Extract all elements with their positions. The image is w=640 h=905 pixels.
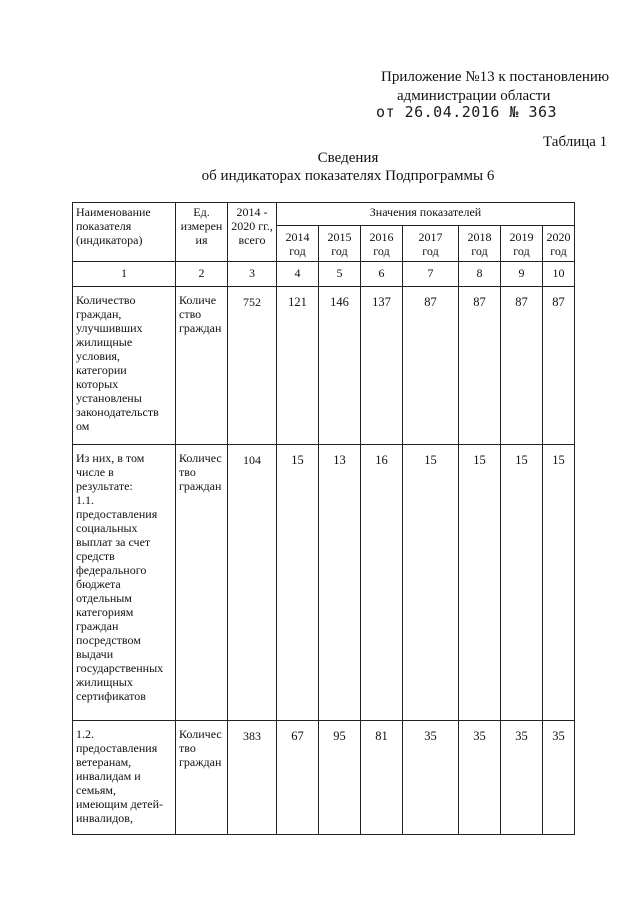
indicator-value: 121	[277, 287, 319, 445]
indicator-value: 13	[319, 445, 361, 721]
indicator-total: 383	[228, 721, 277, 835]
table-header-row	[73, 203, 575, 226]
document-title: Сведения	[317, 150, 379, 166]
indicator-value: 67	[277, 721, 319, 835]
indicator-value: 15	[501, 445, 543, 721]
header-values-group: Значения показателей	[277, 203, 575, 226]
indicator-value: 15	[543, 445, 575, 721]
table-row	[73, 445, 575, 721]
indicator-unit: Количес тво граждан	[176, 721, 228, 835]
indicator-value: 87	[403, 287, 459, 445]
indicator-value: 35	[543, 721, 575, 835]
indicator-value: 87	[543, 287, 575, 445]
indicator-value: 87	[459, 287, 501, 445]
table-label: Таблица 1	[543, 134, 608, 150]
indicator-value: 15	[403, 445, 459, 721]
column-number: 2	[176, 262, 228, 287]
column-number: 7	[403, 262, 459, 287]
indicator-value: 35	[403, 721, 459, 835]
indicator-value: 15	[459, 445, 501, 721]
indicator-total: 104	[228, 445, 277, 721]
appendix-line-1: Приложение №13 к постановлению	[381, 69, 610, 85]
table-row	[73, 287, 575, 445]
indicator-value: 87	[501, 287, 543, 445]
indicator-name: Из них, в том числе в результате: 1.1. предоставления социальных выплат за счет средств федерального бюджета отдельным категориям граждан посредством выдачи государственных жилищных сертификатов	[73, 445, 176, 721]
indicator-value: 35	[501, 721, 543, 835]
indicator-unit: Количес тво граждан	[176, 445, 228, 721]
header-year: 2020 год	[543, 226, 575, 262]
indicator-value: 15	[277, 445, 319, 721]
indicator-value: 81	[361, 721, 403, 835]
column-number: 10	[543, 262, 575, 287]
indicators-table	[72, 202, 575, 835]
header-indicator-name: Наименование показателя (индикатора)	[73, 203, 176, 262]
column-number: 4	[277, 262, 319, 287]
column-number: 9	[501, 262, 543, 287]
indicator-value: 35	[459, 721, 501, 835]
header-year: 2017 год	[403, 226, 459, 262]
column-number: 1	[73, 262, 176, 287]
header-year: 2014 год	[277, 226, 319, 262]
column-number: 5	[319, 262, 361, 287]
indicator-name: 1.2. предоставления ветеранам, инвалидам и семьям, имеющим детей- инвалидов,	[73, 721, 176, 835]
indicator-value: 146	[319, 287, 361, 445]
indicator-value: 95	[319, 721, 361, 835]
table-row	[73, 721, 575, 835]
indicator-value: 16	[361, 445, 403, 721]
header-year: 2016 год	[361, 226, 403, 262]
column-number: 6	[361, 262, 403, 287]
header-year: 2018 год	[459, 226, 501, 262]
header-year: 2015 год	[319, 226, 361, 262]
indicator-name: Количество граждан, улучшивших жилищные условия, категории которых установлены законодательств ом	[73, 287, 176, 445]
indicator-total: 752	[228, 287, 277, 445]
appendix-line-2: администрации области	[397, 88, 551, 104]
header-year: 2019 год	[501, 226, 543, 262]
column-number: 8	[459, 262, 501, 287]
header-total: 2014 - 2020 гг., всего	[228, 203, 277, 262]
document-subtitle: об индикаторах показателях Подпрограммы 6	[201, 168, 495, 184]
decree-stamp: от 26.04.2016 № 363	[376, 103, 558, 121]
indicator-value: 137	[361, 287, 403, 445]
header-unit: Ед. измерен ия	[176, 203, 228, 262]
indicator-unit: Количе ство граждан	[176, 287, 228, 445]
column-number-row	[73, 262, 575, 287]
column-number: 3	[228, 262, 277, 287]
